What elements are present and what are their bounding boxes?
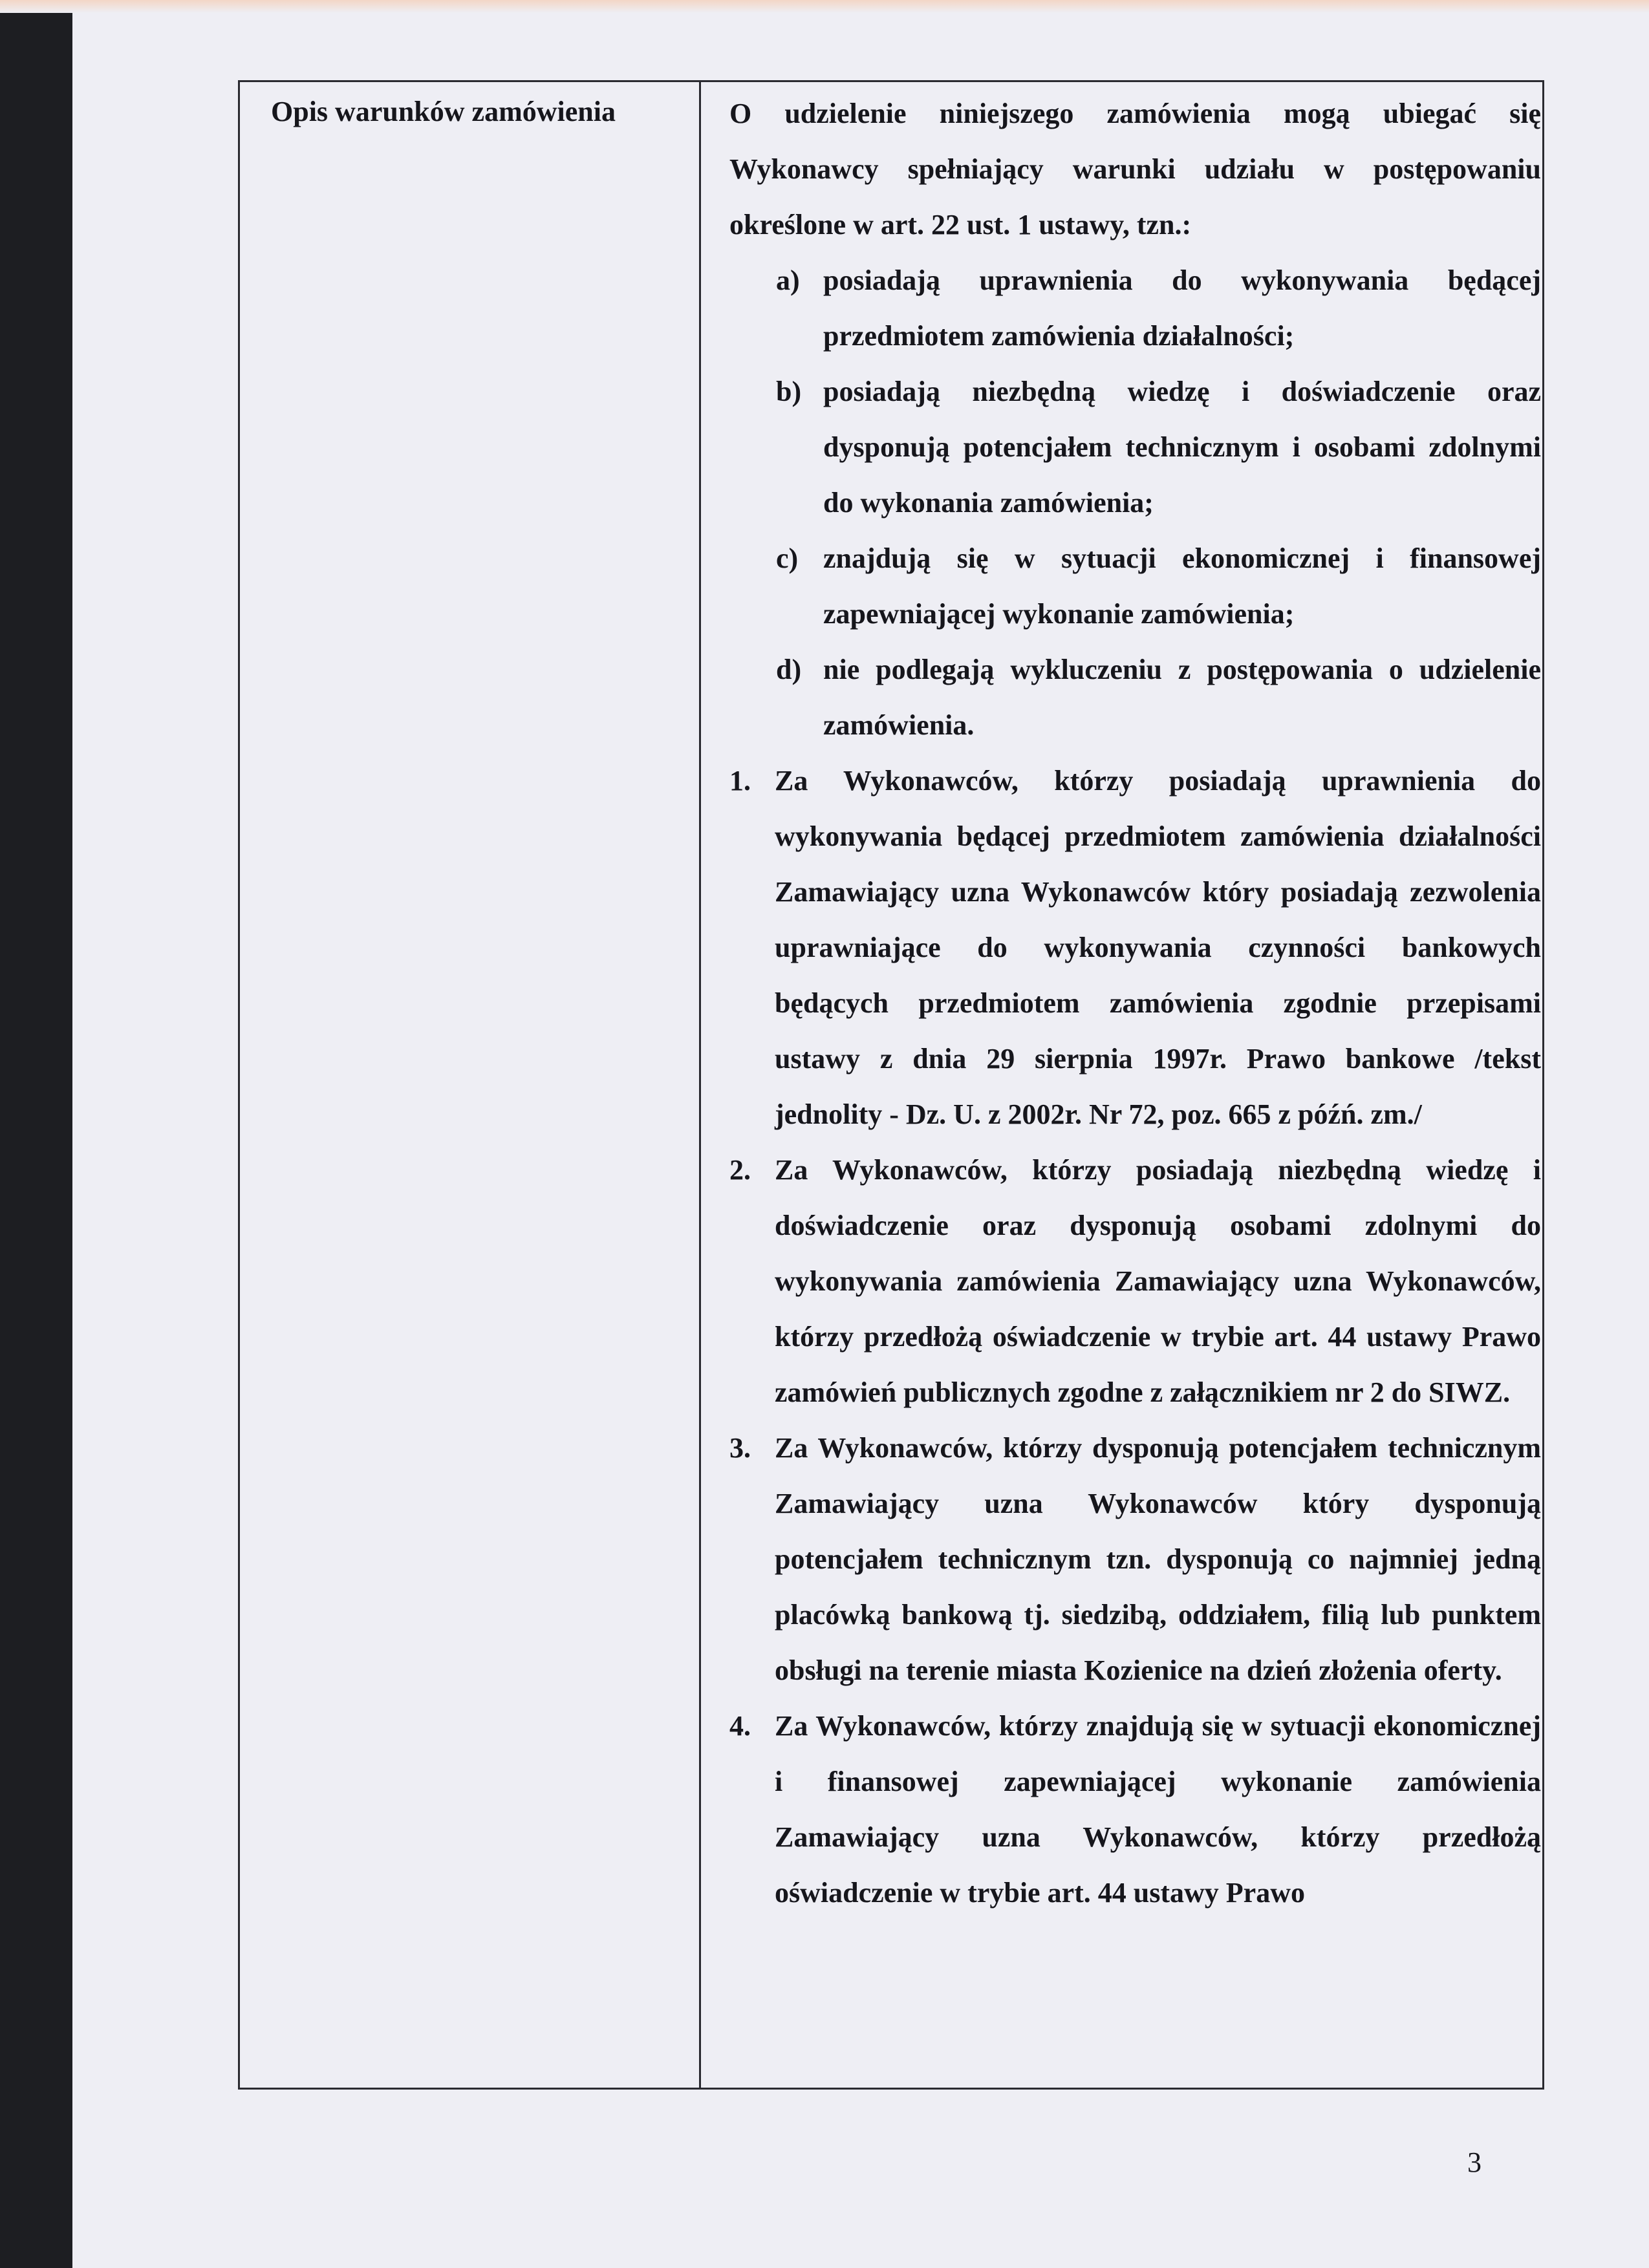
page-number: 3: [1467, 2146, 1482, 2178]
point-item: [729, 753, 1541, 1142]
conditions-list: [729, 253, 1541, 753]
scan-top-edge: [0, 0, 1649, 13]
point-marker: 1.: [729, 765, 751, 797]
intro-paragraph: O udzielenie niniejszego zamówienia mogą ubiegać się Wykonawcy spełniający warunki udziału w postępowaniu określone w art. 22 ust. 1 ustawy, tzn.:: [729, 98, 1541, 241]
condition-text: posiadają niezbędną wiedzę i doświadczenie oraz dysponują potencjałem technicznym i osobami zdolnymi do wykonania zamówienia;: [823, 376, 1541, 519]
point-text: Za Wykonawców, którzy dysponują potencjałem technicznym Zamawiający uzna Wykonawców który dysponują potencjałem technicznym tzn. dysponują co najmniej jedną placówką bankową tj. siedzibą, oddziałem, filią lub punktem obsługi na terenie miasta Kozienice na dzień złożenia oferty.: [775, 1432, 1541, 1686]
condition-item: [729, 364, 1541, 531]
condition-marker: a): [776, 264, 800, 296]
point-text: Za Wykonawców, którzy posiadają niezbędną wiedzę i doświadczenie oraz dysponują osobami zdolnymi do wykonywania zamówienia Zamawiający uzna Wykonawców, którzy przedłożą oświadczenie w trybie art. 44 ustawy Prawo zamówień publicznych zgodne z załącznikiem nr 2 do SIWZ.: [775, 1154, 1541, 1408]
point-item: [729, 1142, 1541, 1420]
condition-marker: b): [776, 376, 802, 407]
condition-marker: c): [776, 542, 799, 574]
point-item: [729, 1420, 1541, 1698]
content-cell: [729, 86, 1541, 2084]
points-list: [729, 753, 1541, 1921]
point-item: [729, 1698, 1541, 1921]
point-marker: 2.: [729, 1154, 751, 1186]
binding-strip: [0, 0, 72, 2268]
condition-text: nie podlegają wykluczeniu z postępowania o udzielenie zamówienia.: [823, 654, 1541, 741]
condition-item: [729, 531, 1541, 642]
point-text: Za Wykonawców, którzy posiadają uprawnienia do wykonywania będącej przedmiotem zamówienia działalności Zamawiający uzna Wykonawców który posiadają zezwolenia uprawniające do wykonywania czynności bankowych będących przedmiotem zamówienia zgodnie przepisami ustawy z dnia 29 sierpnia 1997r. Prawo bankowe /tekst jednolity - Dz. U. z 2002r. Nr 72, poz. 665 z późń. zm./: [775, 765, 1541, 1130]
condition-text: znajdują się w sytuacji ekonomicznej i finansowej zapewniającej wykonanie zamówienia;: [823, 542, 1541, 630]
condition-marker: d): [776, 654, 802, 685]
point-text: Za Wykonawców, którzy znajdują się w sytuacji ekonomicznej i finansowej zapewniającej wykonanie zamówienia Zamawiający uzna Wykonawców, którzy przedłożą oświadczenie w trybie art. 44 ustawy Prawo: [775, 1710, 1541, 1909]
condition-text: posiadają uprawnienia do wykonywania będącej przedmiotem zamówienia działalności;: [823, 264, 1541, 352]
column-divider: [699, 82, 701, 2088]
condition-item: [729, 253, 1541, 364]
point-marker: 3.: [729, 1432, 751, 1464]
conditions-table: [238, 80, 1544, 2090]
condition-item: [729, 642, 1541, 753]
label-cell: Opis warunków zamówienia: [271, 96, 616, 127]
point-marker: 4.: [729, 1710, 751, 1742]
